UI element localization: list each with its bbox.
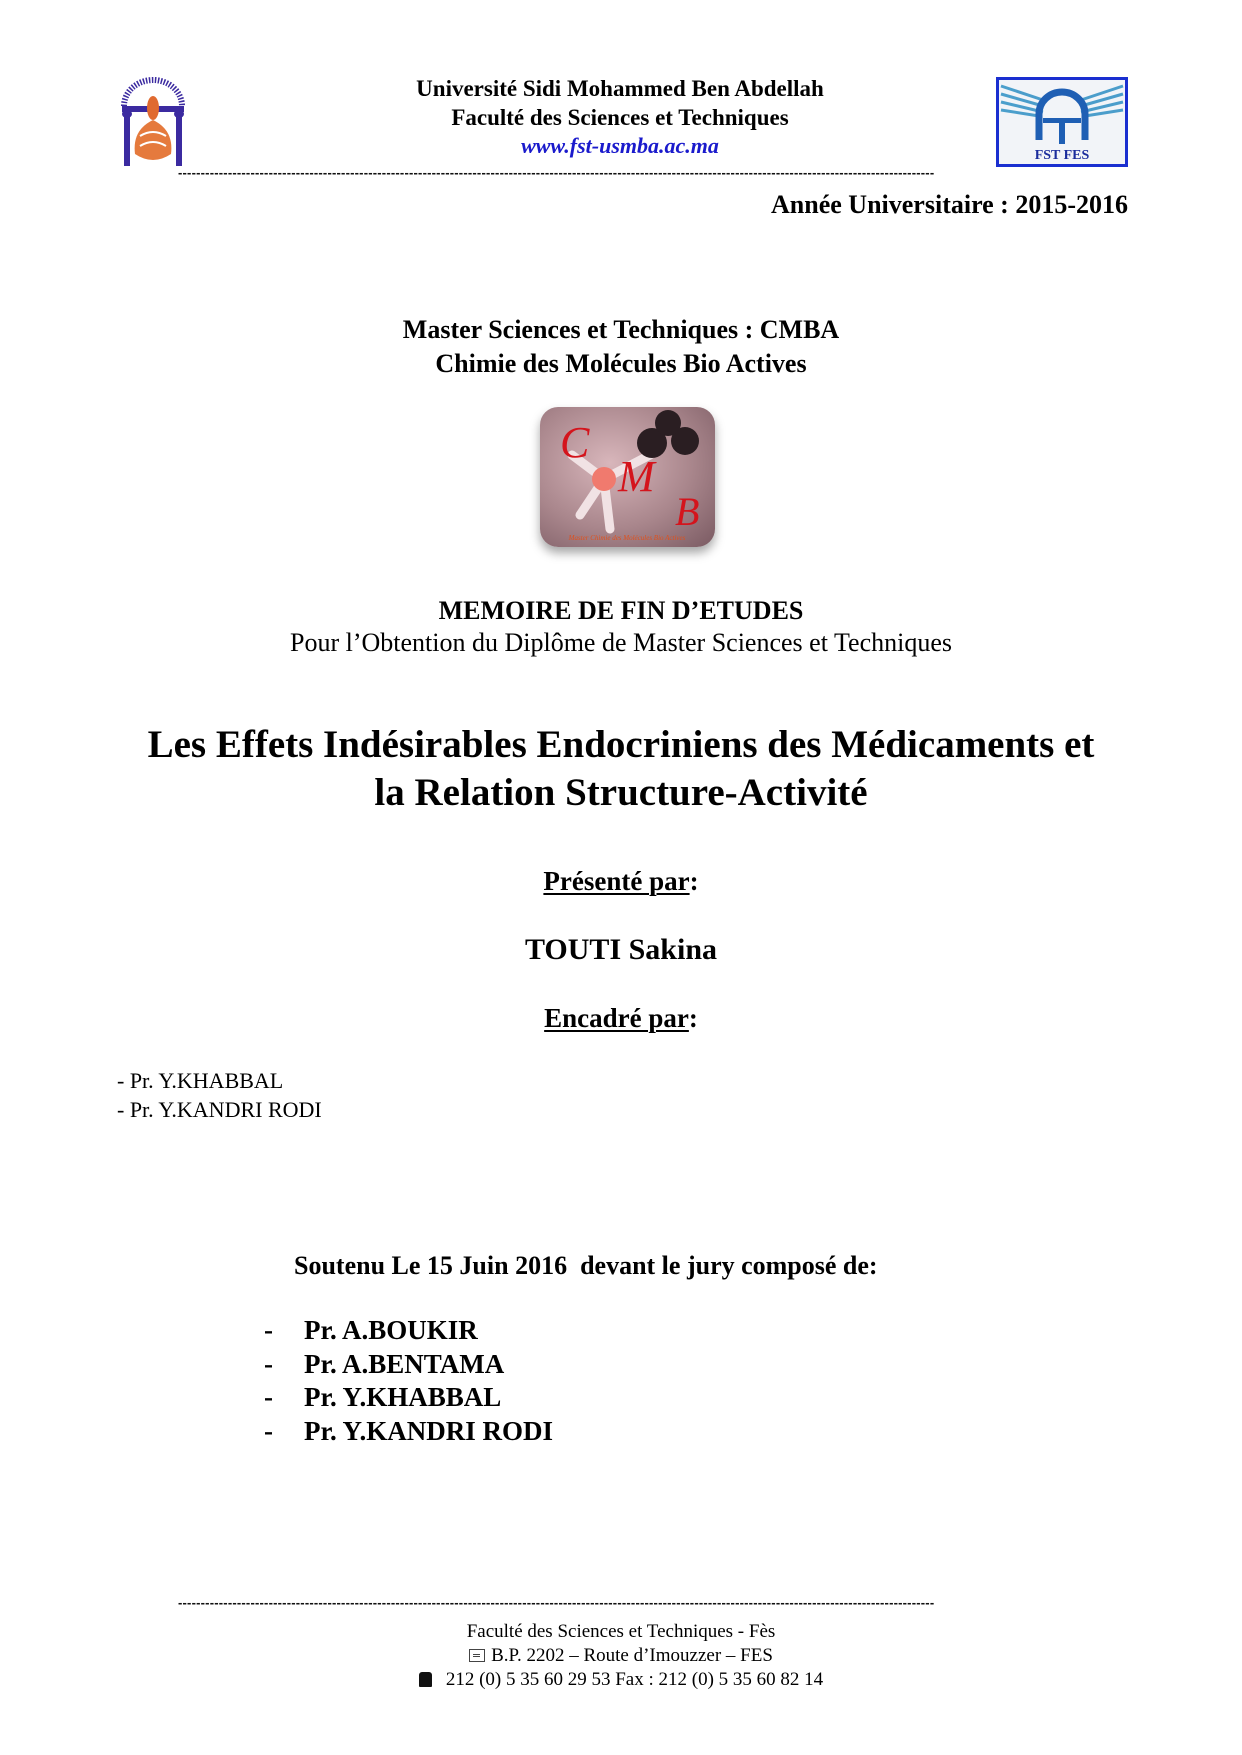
- svg-text:C: C: [560, 418, 590, 467]
- academic-year: Année Universitaire : 2015-2016: [771, 190, 1128, 219]
- svg-text:Master Chimie des Molécules Bi: Master Chimie des Molécules Bio Actives: [568, 534, 686, 542]
- jury-member: - Pr. A.BENTAMA: [264, 1348, 505, 1379]
- supervisor-item: - Pr. Y.KANDRI RODI: [117, 1097, 322, 1122]
- university-name: Université Sidi Mohammed Ben Abdellah: [416, 76, 824, 101]
- header-separator: -----------------------------------------------------------------------------------------------------------------------------------------------------------------------: [178, 165, 935, 180]
- svg-text:B: B: [675, 489, 700, 534]
- telephone-icon: [419, 1672, 432, 1687]
- footer-institution: Faculté des Sciences et Techniques - Fès: [466, 1621, 776, 1642]
- molecule-logo-icon: [540, 407, 715, 547]
- fst-fes-logo: [996, 77, 1128, 167]
- thesis-title-line1: Les Effets Indésirables Endocriniens des Médicaments et: [147, 723, 1095, 766]
- footer-separator: -----------------------------------------------------------------------------------------------------------------------------------------------------------------------: [178, 1595, 935, 1610]
- supervised-by-label: Encadré par:: [544, 1003, 698, 1033]
- faculty-name: Faculté des Sciences et Techniques: [451, 105, 789, 130]
- jury-member: - Pr. A.BOUKIR: [264, 1315, 478, 1345]
- mailbox-icon: [469, 1649, 485, 1662]
- fst-fes-label: FST FES: [1034, 148, 1090, 163]
- document-type: MEMOIRE DE FIN D’ETUDES: [438, 596, 804, 625]
- presented-by-label: Présenté par:: [543, 866, 699, 896]
- svg-text:M: M: [618, 452, 655, 501]
- jury-member: - Pr. Y.KHABBAL: [264, 1382, 502, 1412]
- thesis-title-line2: la Relation Structure-Activité: [374, 771, 868, 814]
- university-emblem-icon: [118, 74, 188, 170]
- website-link[interactable]: www.fst-usmba.ac.ma: [521, 133, 719, 158]
- supervisor-item: - Pr. Y.KHABBAL: [117, 1068, 284, 1093]
- university-logo: [118, 74, 188, 170]
- footer-address: B.P. 2202 – Route d’Imouzzer – FES: [0, 1644, 1242, 1668]
- author-name: TOUTI Sakina: [524, 933, 718, 966]
- program-fullname: Chimie des Molécules Bio Actives: [435, 349, 807, 378]
- cmba-logo: [540, 407, 715, 547]
- defense-statement: Soutenu Le 15 Juin 2016 devant le jury composé de:: [294, 1251, 878, 1280]
- program-name: Master Sciences et Techniques : CMBA: [402, 315, 840, 344]
- footer-phone: 212 (0) 5 35 60 29 53 Fax : 212 (0) 5 35 60 82 14: [0, 1668, 1242, 1692]
- supervisor-list: [117, 1066, 322, 1124]
- jury-list: [264, 1314, 553, 1448]
- document-purpose: Pour l’Obtention du Diplôme de Master Sciences et Techniques: [290, 628, 952, 657]
- jury-member: - Pr. Y.KANDRI RODI: [264, 1415, 554, 1446]
- fst-emblem-icon: [999, 80, 1125, 164]
